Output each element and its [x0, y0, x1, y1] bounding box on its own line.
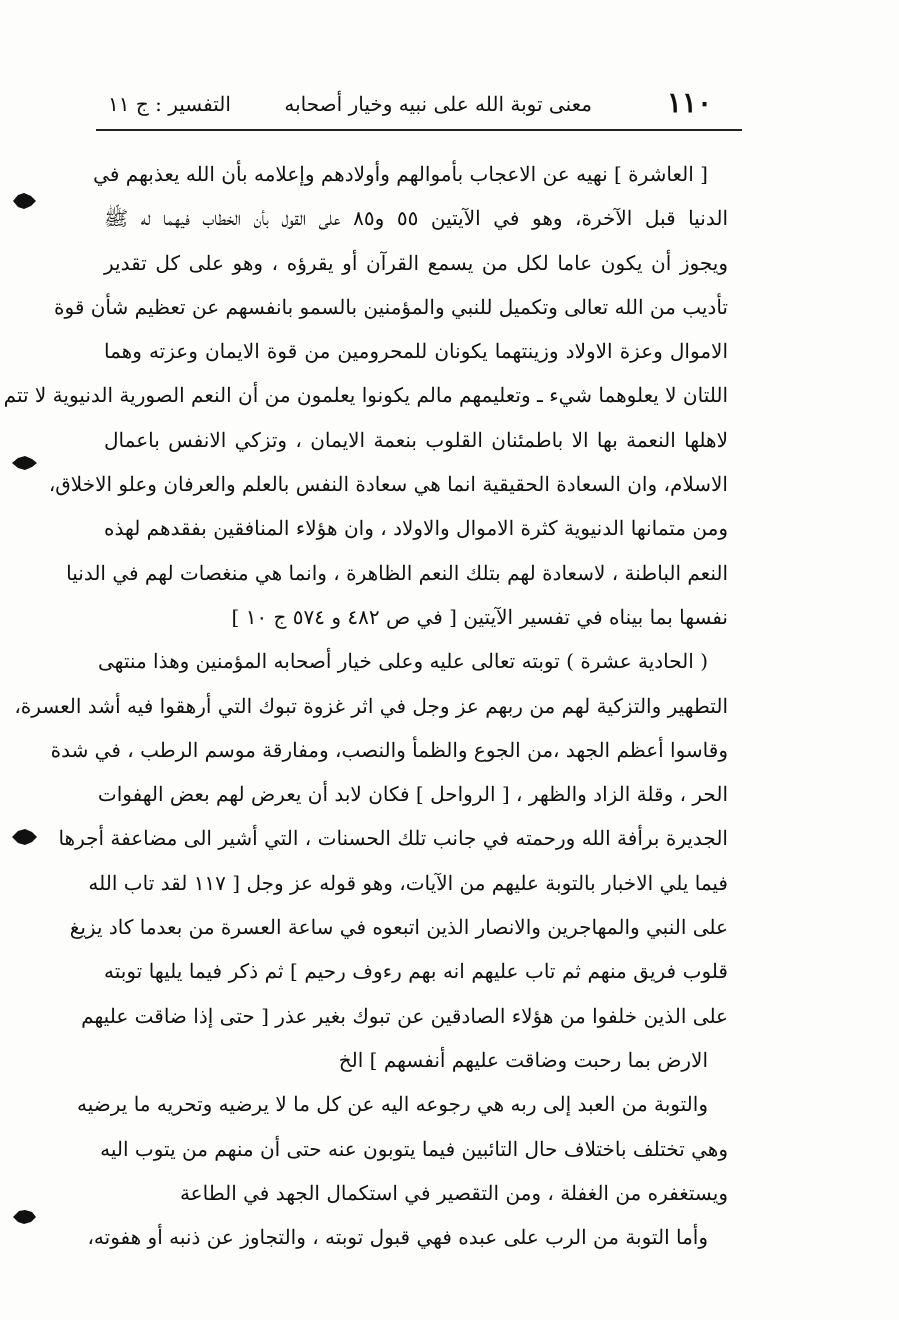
- binding-hole-mark: [10, 826, 38, 848]
- text-line: الجديرة برأفة الله ورحمته في جانب تلك الحسنات ، التي أشير الى مضاعفة أجرها: [58, 826, 728, 851]
- text-line: ويجوز أن يكون عاما لكل من يسمع القرآن أو يقرؤه ، وهو على كل تقدير: [104, 250, 728, 275]
- text-line: وأما التوبة من الرب على عبده فهي قبول توبته ، والتجاوز عن ذنبه أو هفوته،: [87, 1225, 708, 1250]
- text-line: تأديب من الله تعالى وتكميل للنبي والمؤمنين بالسمو بانفسهم عن تعظيم شأن قوة: [54, 294, 728, 319]
- text-line: على الذين خلفوا من هؤلاء الصادقين عن تبوك بغير عذر [ حتى إذا ضاقت عليهم: [81, 1003, 728, 1028]
- text-line: وهي تختلف باختلاف حال التائبين فيما يتوبون عنه حتى أن منهم من يتوب اليه: [100, 1136, 728, 1161]
- text-line: وقاسوا أعظم الجهد ،من الجوع والظمأ والنصب، ومفارقة موسم الرطب ، في شدة: [50, 737, 728, 762]
- binding-hole-mark: [10, 452, 38, 474]
- text-line: اللتان لا يعلوهما شيء ـ وتعليمهم مالم يكونوا يعلمون من أن النعم الصورية الدنيوية لا تتم: [3, 383, 728, 408]
- text-line: الحر ، وقلة الزاد والظهر ، [ الرواحل ] فكان لابد أن يعرض لهم بعض الهفوات: [97, 782, 728, 807]
- text-line: نفسها بما بيناه في تفسير الآيتين [ في ص ٤٨٢ و ٥٧٤ ج ١٠ ]: [231, 604, 728, 629]
- text-line: [ العاشرة ] نهيه عن الاعجاب بأموالهم وأولادهم وإعلامه بأن الله يعذبهم في: [93, 162, 708, 186]
- header-chapter-title: معنى توبة الله على نبيه وخيار أصحابه: [284, 92, 592, 116]
- text-line: النعم الباطنة ، لاسعادة لهم بتلك النعم الظاهرة ، وانما هي منغصات لهم في الدنيا: [66, 560, 728, 585]
- text-line: ( الحادية عشرة ) توبته تعالى عليه وعلى خيار أصحابه المؤمنين وهذا منتهى: [98, 649, 708, 674]
- header-book-volume: التفسير : ج ١١: [108, 92, 231, 116]
- body-text: [3, 152, 729, 1259]
- text-line: على النبي والمهاجرين والانصار الذين اتبعوه في ساعة العسرة من بعدما كاد يزيغ: [69, 915, 728, 940]
- text-line: ويستغفره من الغفلة ، ومن التقصير في استكمال الجهد في الطاعة: [179, 1180, 728, 1205]
- binding-hole-mark: [10, 1206, 38, 1228]
- page-number: ١١٠: [666, 86, 712, 119]
- text-line: الاسلام، وان السعادة الحقيقية انما هي سعادة النفس بالعلم والعرفان وعلو الاخلاق،: [48, 472, 728, 497]
- text-line: فيما يلي الاخبار بالتوبة عليهم من الآيات، وهو قوله عز وجل [ ١١٧ لقد تاب الله: [88, 870, 728, 895]
- text-line: الدنيا قبل الآخرة، وهو في الآيتين ٥٥ و٨٥ على القول بأن الخطاب فيهما له ﷺ: [104, 206, 729, 231]
- text-line: التطهير والتزكية لهم من ربهم عز وجل في اثر غزوة تبوك التي أرهقوا فيه أشد العسرة،: [14, 693, 728, 718]
- header-rule: [96, 129, 742, 131]
- text-line: الارض بما رحبت وضاقت عليهم أنفسهم ] الخ: [338, 1047, 708, 1072]
- running-header: [96, 86, 742, 130]
- text-line: لاهلها النعمة بها الا باطمئنان القلوب بنعمة الايمان ، وتزكي الانفس باعمال: [104, 427, 728, 452]
- text-line: الاموال وعزة الاولاد وزينتهما يكونان للمحرومين من قوة الايمان وعزته وهما: [104, 339, 728, 364]
- text-line: قلوب فريق منهم ثم تاب عليهم انه بهم رءوف رحيم ] ثم ذكر فيما يليها توبته: [104, 959, 728, 984]
- binding-hole-mark: [10, 190, 38, 212]
- text-line: والتوبة من العبد إلى ربه هي رجوعه اليه عن كل ما لا يرضيه وتحريه ما يرضيه: [77, 1092, 708, 1117]
- text-line: ومن متمانها الدنيوية كثرة الاموال والاولاد ، وان هؤلاء المنافقين بفقدهم لهذه: [104, 516, 728, 541]
